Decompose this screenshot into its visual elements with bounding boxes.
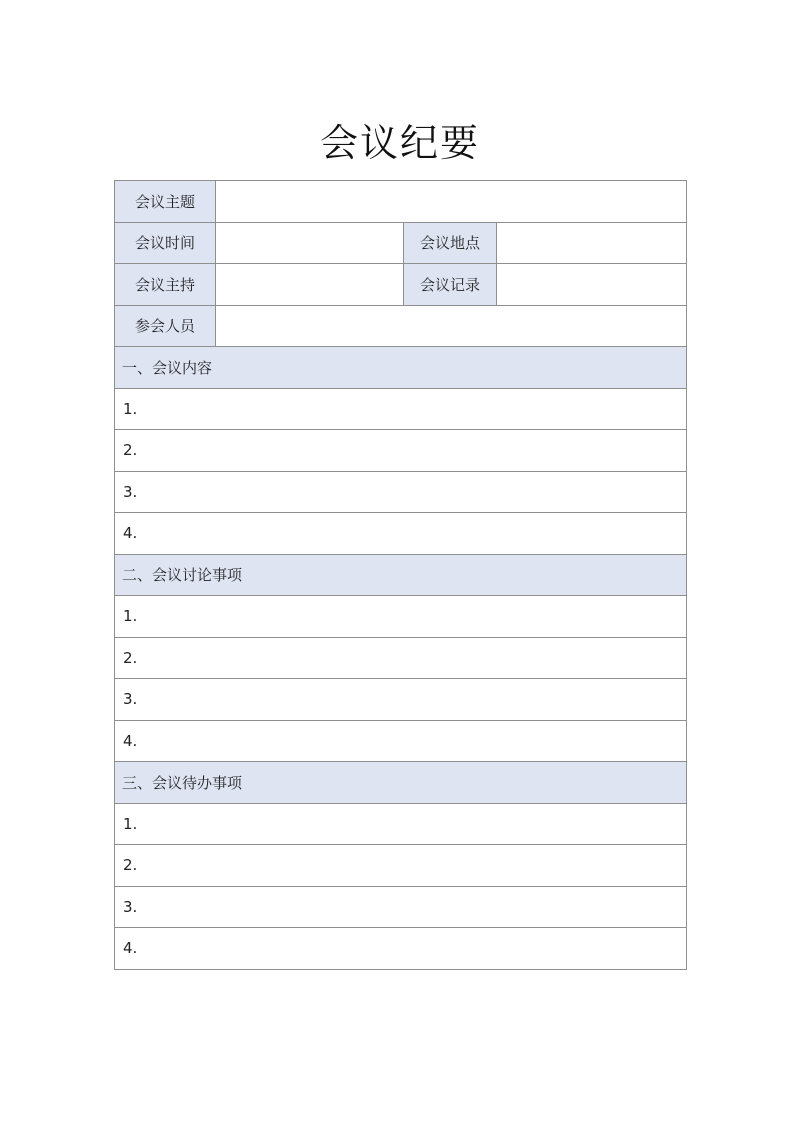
list-item[interactable]: 3. — [115, 471, 687, 513]
list-item[interactable]: 1. — [115, 596, 687, 638]
table-row — [115, 513, 687, 555]
page-title: 会议纪要 — [319, 121, 480, 165]
topic-row — [115, 181, 687, 223]
table-row — [115, 928, 687, 970]
meeting-minutes-table — [114, 180, 687, 970]
list-item[interactable]: 4. — [115, 928, 687, 970]
list-item[interactable]: 1. — [115, 388, 687, 430]
list-item[interactable]: 3. — [115, 679, 687, 721]
section-header-row — [115, 762, 687, 804]
attendees-label: 参会人员 — [115, 305, 216, 347]
location-field[interactable] — [497, 222, 687, 264]
table-row — [115, 430, 687, 472]
section-header-row — [115, 554, 687, 596]
table-row — [115, 388, 687, 430]
topic-label: 会议主题 — [115, 181, 216, 223]
list-item[interactable]: 4. — [115, 513, 687, 555]
section-heading-todo-items: 三、会议待办事项 — [115, 762, 687, 804]
table-row — [115, 720, 687, 762]
table-row — [115, 886, 687, 928]
list-item[interactable]: 2. — [115, 430, 687, 472]
host-recorder-row — [115, 264, 687, 306]
section-heading-meeting-content: 一、会议内容 — [115, 347, 687, 389]
host-label: 会议主持 — [115, 264, 216, 306]
list-item[interactable]: 4. — [115, 720, 687, 762]
table-row — [115, 803, 687, 845]
time-location-row — [115, 222, 687, 264]
section-header-row — [115, 347, 687, 389]
list-item[interactable]: 2. — [115, 845, 687, 887]
table-row — [115, 471, 687, 513]
table-row — [115, 596, 687, 638]
attendees-field[interactable] — [216, 305, 687, 347]
table-row — [115, 679, 687, 721]
list-item[interactable]: 3. — [115, 886, 687, 928]
table-row — [115, 637, 687, 679]
host-field[interactable] — [216, 264, 404, 306]
table-row — [115, 845, 687, 887]
section-heading-discussion-items: 二、会议讨论事项 — [115, 554, 687, 596]
location-label: 会议地点 — [404, 222, 497, 264]
topic-field[interactable] — [216, 181, 687, 223]
list-item[interactable]: 1. — [115, 803, 687, 845]
recorder-label: 会议记录 — [404, 264, 497, 306]
recorder-field[interactable] — [497, 264, 687, 306]
time-label: 会议时间 — [115, 222, 216, 264]
time-field[interactable] — [216, 222, 404, 264]
list-item[interactable]: 2. — [115, 637, 687, 679]
attendees-row — [115, 305, 687, 347]
